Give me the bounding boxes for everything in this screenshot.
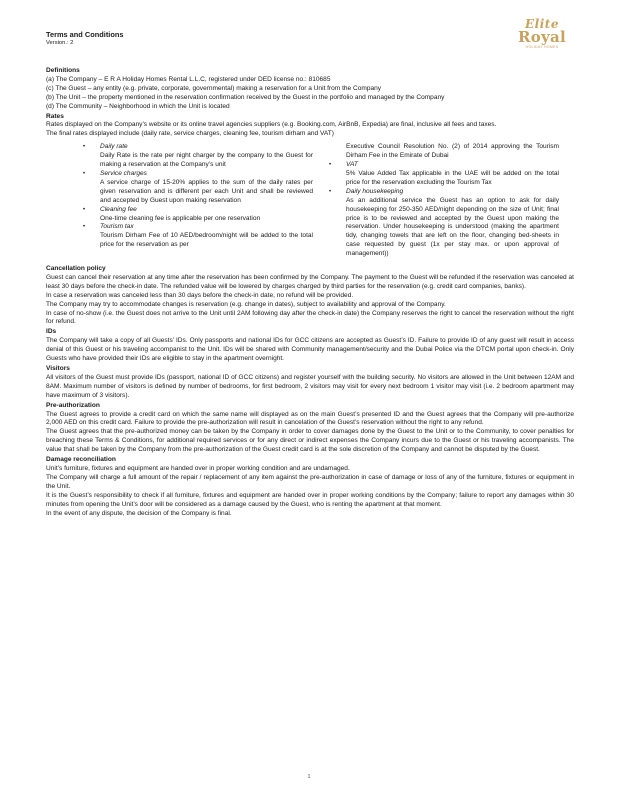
section-definitions <box>46 67 574 112</box>
rate-item <box>83 170 313 206</box>
rate-item <box>83 143 313 170</box>
rates-paragraph: The final rates displayed include (daily rate, service charges, cleaning fee, tourism dirham and VAT) <box>46 130 334 138</box>
cancellation-paragraph: In case a reservation was canceled less than 30 days before the check-in date, no refund will be provided. <box>46 291 354 299</box>
rate-item-body: One-time cleaning fee is applicable per one reservation <box>100 214 261 222</box>
cancellation-paragraph: In case of no-show (i.e. the Guest does not arrive to the Unit until 2AM following day after the check-in date) the Company reserves the right to cancel the reservation without the right for refund. <box>46 309 574 326</box>
rate-item-body: Daily Rate is the rate per night charger by the company to the Guest for making a reservation at the Company’s unit <box>100 152 313 169</box>
damage-paragraph: It is the Guest’s responsibility to check if all furniture, fixtures and equipment are handed over in proper working conditions by the Company; failure to report any damages within 30 minutes from opening the Unit’s door will be considered as a damage caused by the Guest, who is renting the apartment at that moment. <box>46 491 574 508</box>
bullet-icon: • <box>83 206 86 213</box>
rates-paragraph: Rates displayed on the Company’s website or its online travel agencies suppliers (e.g. Booking.com, AirBnB, Expedia) are final, inclusive all fees and taxes. <box>46 121 497 129</box>
damage-paragraph: The Company will charge a full amount of the repair / replacement of any item against the pre-authorization in case of damage or loss of any of the furniture, fixtures or equipment in the Unit. <box>46 473 574 490</box>
rate-item <box>329 161 559 188</box>
document-body <box>46 66 574 518</box>
definition-item: (b) The Unit – the property mentioned in the reservation confirmation received by the Guest in the portfolio and managed by the Company <box>46 93 445 101</box>
section-cancellation-policy <box>46 265 574 327</box>
section-rates <box>46 113 574 260</box>
rate-item-title: Cleaning fee <box>100 205 137 213</box>
rate-item <box>83 223 313 250</box>
rate-item-title: Daily rate <box>100 143 128 151</box>
definition-item: (a) The Company – E R A Holiday Homes Rental L.L.C, registered under DED license no.: 810685 <box>46 75 331 83</box>
rate-item-body: As an additional service the Guest has an option to ask for daily housekeeping for 250-350 AED/night depending on the size of Unit; final price is to be reviewed and accepted by the Guest upon making the reservation. Under housekeeping is understood (making the apartment tidy, changing towels that are left on the floor, changing bed-sheets in case requested by guest (1x per stay max. or upon approval of management)) <box>346 196 559 258</box>
bullet-icon: • <box>83 144 86 151</box>
document-title: Terms and Conditions <box>46 30 124 39</box>
damage-paragraph: Unit’s furniture, fixtures and equipment are handed over in proper working condition and are undamaged. <box>46 464 350 472</box>
elite-royal-logo <box>515 18 569 64</box>
rate-item-continuation: Executive Council Resolution No. (2) of 2014 approving the Tourism Dirham Fee in the Emirate of Dubai <box>346 143 559 160</box>
rate-item-title: Daily housekeeping <box>346 187 404 195</box>
section-heading: Visitors <box>46 365 70 372</box>
rate-item-body: Tourism Dirham Fee of 10 AED/bedroom/night will be added to the total price for the reservation as per <box>100 232 313 249</box>
bullet-icon: • <box>83 170 86 177</box>
rate-item-body: 5% Value Added Tax applicable in the UAE will be added on the total price for the reservation excluding the Tourism Tax <box>346 169 559 186</box>
section-pre-authorization <box>46 402 574 455</box>
logo-text-small: HOLIDAY HOMES <box>525 45 559 49</box>
section-heading: Pre-authorization <box>46 401 100 409</box>
section-ids <box>46 328 574 364</box>
definition-item: (d) The Community – Neighborhood in which the Unit is located <box>46 102 230 110</box>
section-heading: Rates <box>46 112 64 120</box>
preauth-paragraph: The Guest agrees that the pre-authorized money can be taken by the Company in order to cover damages done by the Guest to the Unit or to the Community, to cover penalties for breaching these Terms & Conditions, for additional required services or for any direct or indirect expenses the Company incurs due to the Guest or his traveling accompanists. The value that shall be taken by the Company from the pre-authorization of the Guest credit card is at the sole discretion of the Company and cannot be disputed by the Guest. <box>46 428 574 454</box>
logo-text-bottom: Royal <box>517 28 567 46</box>
page-number: 1 <box>307 774 311 780</box>
section-damage-reconciliation <box>46 456 574 518</box>
section-heading: Definitions <box>46 67 80 74</box>
ids-paragraph: The Company will take a copy of all Guests’ IDs. Only passports and national IDs for GCC citizens are accepted as Guest’s ID. Failure to provide ID of any guest will result in access denial of this Guest or his traveling accompanist to the Unit. IDs will be shared with Community management/security and the Dubai Police via the DTCM portal upon check-in. Only Guests who have provided their IDs are eligible to stay in the apartment overnight. <box>46 337 574 363</box>
rate-item-title: Tourism tax <box>100 223 134 231</box>
rates-column-left <box>83 143 313 259</box>
rate-item <box>83 206 313 224</box>
cancellation-paragraph: Guest can cancel their reservation at any time after the reservation has been confirmed by the Company. The payment to the Guest will be refunded if the reservation was canceled at least 30 days before the check-in date. The refunded value will be lowered by charges charged by third parties for the reservation (e.g. credit card companies, banks). <box>46 273 574 290</box>
logo-text-top: Elite <box>525 17 559 31</box>
section-heading: Damage reconciliation <box>46 456 116 464</box>
bullet-icon: • <box>329 188 332 195</box>
rate-item <box>329 188 559 259</box>
section-visitors <box>46 365 574 401</box>
definition-item: (c) The Guest – any entity (e.g. private, corporate, governmental) making a reservation for a Unit from the Company <box>46 84 382 92</box>
damage-paragraph: In the event of any dispute, the decision of the Company is final. <box>46 509 232 517</box>
visitors-paragraph: All visitors of the Guest must provide IDs (passport, national ID of GCC citizens) and register yourself with the building security. No visitors are allowed in the Unit between 12AM and 8AM. Maximum number of visitors is defined by number of bedrooms, for first bedroom, 2 visitors may visit for every next bedroom 1 visitor may visit (i.e. 2 bedroom apartment may have maximum of 3 visitors). <box>46 373 574 399</box>
rate-item-title: VAT <box>346 161 358 169</box>
rates-bullet-columns <box>46 143 574 259</box>
preauth-paragraph: The Guest agrees to provide a credit card on which the same name will displayed as on the main Guest’s presented ID and the Guest agrees that the Company will pre-authorize 2,000 AED on this credit card. Failure to provide the pre-authorization will result in cancelation of the Guest’s reservation without the right to any refund. <box>46 410 574 427</box>
rate-item-body: A service charge of 15-20% applies to the sum of the daily rates per given reservation and is different per each Unit and shall be reviewed and accepted by Guest upon making reservation <box>100 178 313 204</box>
bullet-icon: • <box>329 162 332 169</box>
section-heading: IDs <box>46 328 57 336</box>
rate-item-title: Service charges <box>100 169 147 177</box>
cancellation-paragraph: The Company may try to accommodate changes is reservation (e.g. change in dates), subject to availability and approval of the Company. <box>46 300 446 308</box>
section-heading: Cancellation policy <box>46 265 106 273</box>
bullet-icon: • <box>83 224 86 231</box>
document-header <box>46 30 123 47</box>
rates-column-right <box>329 143 559 259</box>
document-version: Version.: 2 <box>46 40 74 46</box>
